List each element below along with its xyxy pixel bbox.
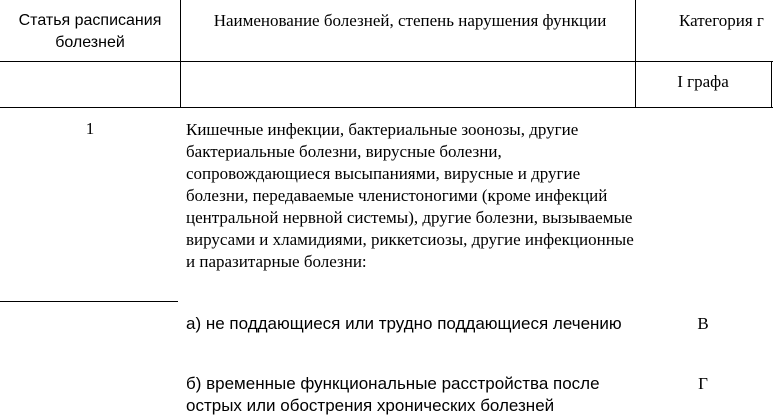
column-divider-1 xyxy=(180,0,181,108)
subitem-a-category: В xyxy=(697,314,709,333)
subheader-column-1: I графа xyxy=(677,72,729,91)
subitem-a-text: а) не поддающиеся или трудно поддающиеся лечению xyxy=(186,314,622,333)
header-article: Статья расписания болезней xyxy=(18,12,162,51)
column-divider-3 xyxy=(771,61,772,108)
subheader-bottom-border xyxy=(0,107,773,108)
row-article-number: 1 xyxy=(85,119,95,138)
subitem-b-category: Г xyxy=(698,374,708,393)
article-cell-bottom-border xyxy=(0,301,178,302)
row-disease-description: Кишечные инфекции, бактериальные зоонозы, другие бактериальные болезни, вирусные болезни, сопровождающиеся высыпаниями, вирусные и другие болезни, передаваемые членистоногими (кроме инфекций центральной нервной системы), другие болезни, вызываемые вирусами и хламидиями, риккетсиозы, другие инфекционные и паразитарные болезни: xyxy=(186,120,634,271)
header-category: Категория г xyxy=(679,11,764,30)
header-disease-name: Наименование болезней, степень нарушения функции xyxy=(213,11,607,30)
header-bottom-border xyxy=(0,61,773,62)
subitem-b-text: б) временные функциональные расстройства после острых или обострения хронических болезней xyxy=(186,374,600,415)
